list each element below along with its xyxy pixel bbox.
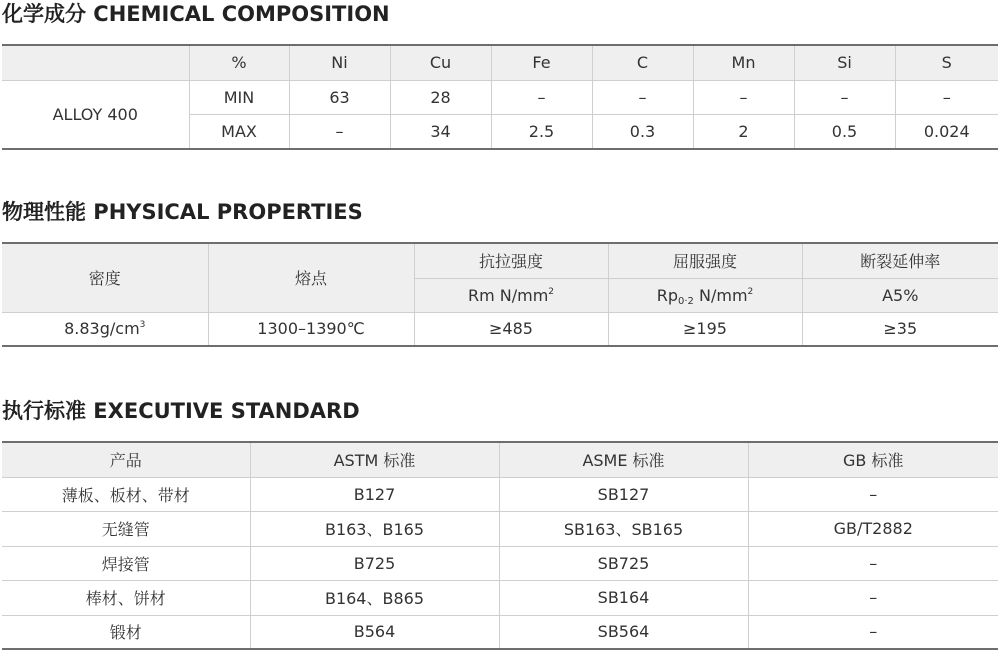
min-row bbox=[2, 80, 998, 114]
elongation-unit-cell: A5% bbox=[802, 278, 998, 312]
table-cell: MAX bbox=[189, 114, 289, 149]
table-row bbox=[2, 477, 998, 511]
header-row bbox=[2, 45, 998, 80]
table-cell: B163、B165 bbox=[250, 511, 499, 546]
melting-point-value-cell: 1300–1390℃ bbox=[208, 312, 414, 346]
table-cell: SB127 bbox=[499, 477, 748, 511]
table-cell: – bbox=[794, 80, 895, 114]
table-cell: 锻材 bbox=[2, 615, 250, 649]
gb-header: GB 标准 bbox=[748, 442, 998, 477]
header-cell: Fe bbox=[491, 45, 592, 80]
elongation-header: 断裂延伸率 bbox=[802, 243, 998, 278]
table-cell: 34 bbox=[390, 114, 491, 149]
table-row bbox=[2, 546, 998, 580]
table-cell: SB164 bbox=[499, 580, 748, 615]
table-cell: – bbox=[748, 615, 998, 649]
tensile-unit-cell: Rm $N/mm^2$ bbox=[414, 278, 608, 312]
table-cell: 0.3 bbox=[592, 114, 693, 149]
header-cell: Si bbox=[794, 45, 895, 80]
table-cell: 28 bbox=[390, 80, 491, 114]
header-blank-cell bbox=[2, 45, 189, 80]
table-cell: – bbox=[491, 80, 592, 114]
alloy-name-cell: ALLOY 400 bbox=[2, 80, 189, 149]
table-row bbox=[2, 580, 998, 615]
table-cell: – bbox=[748, 546, 998, 580]
table-cell: – bbox=[289, 114, 390, 149]
table-cell: – bbox=[895, 80, 998, 114]
header-cell: C bbox=[592, 45, 693, 80]
yield-unit-cell: $Rp_{0\cdot 2}$ $N/mm^2$ bbox=[608, 278, 802, 312]
table-cell: SB725 bbox=[499, 546, 748, 580]
table-cell: – bbox=[693, 80, 794, 114]
astm-header: ASTM 标准 bbox=[250, 442, 499, 477]
table-cell: 无缝管 bbox=[2, 511, 250, 546]
table-cell: 焊接管 bbox=[2, 546, 250, 580]
header-cell: Ni bbox=[289, 45, 390, 80]
table-cell: – bbox=[748, 477, 998, 511]
table-cell: 棒材、饼材 bbox=[2, 580, 250, 615]
density-header: 密度 bbox=[2, 243, 208, 312]
product-header: 产品 bbox=[2, 442, 250, 477]
melting-point-header: 熔点 bbox=[208, 243, 414, 312]
table-cell: 0.024 bbox=[895, 114, 998, 149]
table-cell: 0.5 bbox=[794, 114, 895, 149]
chemical-composition-title: 化学成分 CHEMICAL COMPOSITION bbox=[2, 2, 390, 26]
value-row bbox=[2, 312, 998, 346]
executive-standard-table bbox=[2, 441, 998, 650]
yield-value-cell: ≥195 bbox=[608, 312, 802, 346]
header-cell: S bbox=[895, 45, 998, 80]
tensile-strength-header: 抗拉强度 bbox=[414, 243, 608, 278]
table-cell: 2.5 bbox=[491, 114, 592, 149]
chemical-composition-table bbox=[2, 44, 998, 150]
table-cell: 薄板、板材、带材 bbox=[2, 477, 250, 511]
yield-strength-header: 屈服强度 bbox=[608, 243, 802, 278]
table-cell: B725 bbox=[250, 546, 499, 580]
table-cell: – bbox=[748, 580, 998, 615]
table-cell: B164、B865 bbox=[250, 580, 499, 615]
table-cell: GB/T2882 bbox=[748, 511, 998, 546]
header-cell: % bbox=[189, 45, 289, 80]
table-cell: SB163、SB165 bbox=[499, 511, 748, 546]
table-cell: MIN bbox=[189, 80, 289, 114]
table-cell: SB564 bbox=[499, 615, 748, 649]
tensile-value-cell: ≥485 bbox=[414, 312, 608, 346]
physical-properties-title: 物理性能 PHYSICAL PROPERTIES bbox=[2, 200, 363, 224]
executive-standard-title: 执行标准 EXECUTIVE STANDARD bbox=[2, 399, 360, 423]
table-cell: – bbox=[592, 80, 693, 114]
table-cell: B127 bbox=[250, 477, 499, 511]
table-row bbox=[2, 511, 998, 546]
physical-properties-table bbox=[2, 242, 998, 347]
table-row bbox=[2, 615, 998, 649]
table-cell: 2 bbox=[693, 114, 794, 149]
asme-header: ASME 标准 bbox=[499, 442, 748, 477]
elongation-value-cell: ≥35 bbox=[802, 312, 998, 346]
header-cell: Mn bbox=[693, 45, 794, 80]
table-cell: 63 bbox=[289, 80, 390, 114]
header-row bbox=[2, 442, 998, 477]
header-cell: Cu bbox=[390, 45, 491, 80]
header-row bbox=[2, 243, 998, 278]
density-value-cell: $8.83g/cm^3$ bbox=[2, 312, 208, 346]
table-cell: B564 bbox=[250, 615, 499, 649]
